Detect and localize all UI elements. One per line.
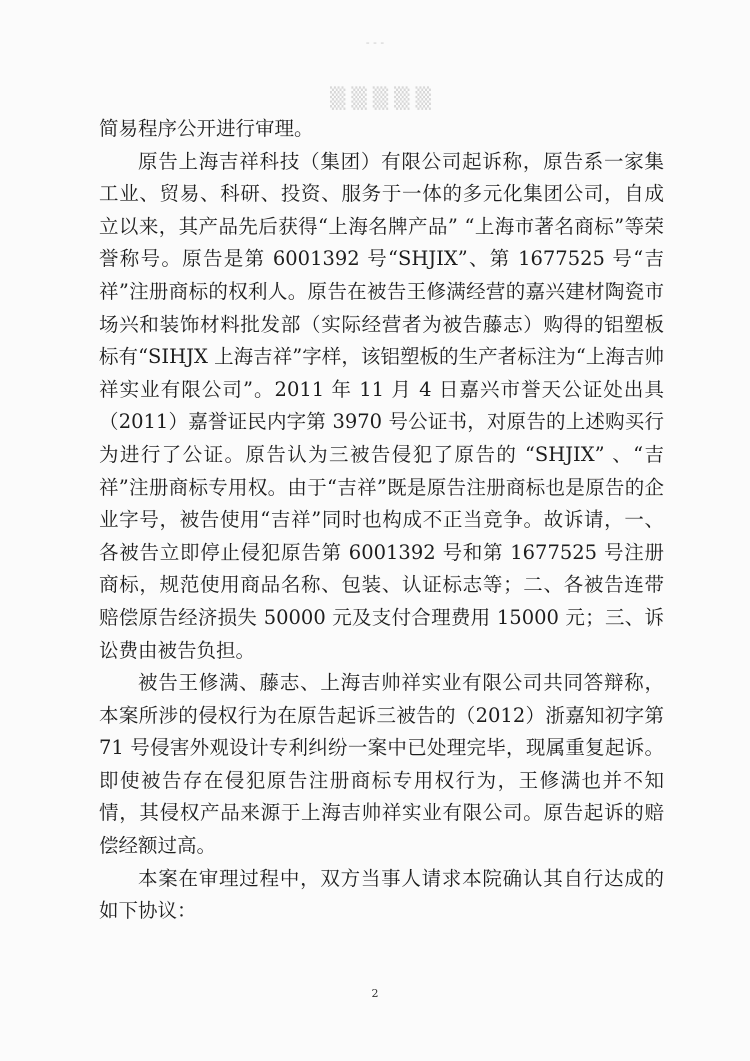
paragraph-plaintiff-claim: 原告上海吉祥科技（集团）有限公司起诉称，原告系一家集工业、贸易、科研、投资、服务于一体的多元化集团公司，自成立以来，其产品先后获得“上海名牌产品” “上海市著名商标”等荣誉称号。原告是第 6001392 号“SHJIX”、第 1677525 号“吉祥”注册商标的权利人。原告在被告王修满经营的嘉兴建材陶瓷市场兴和装饰材料批发部（实际经营者为被告藤志）购得的铝塑板标有“SIHJX 上海吉祥”字样，该铝塑板的生产者标注为“上海吉帅祥实业有限公司”。2011 年 11 月 4 日嘉兴市誉天公证处出具（2011）嘉誉证民内字第 3970 号公证书，对原告的上述购买行为进行了公证。原告认为三被告侵犯了原告的 “SHJIX” 、“吉祥”注册商标专用权。由于“吉祥”既是原告注册商标也是原告的企业字号，被告使用“吉祥”同时也构成不正当竞争。故诉请，一、各被告立即停止侵犯原告第 6001392 号和第 1677525 号注册商标，规范使用商品名称、包装、认证标志等；二、各被告连带赔偿原告经济损失 50000 元及支付合理费用 15000 元；三、诉讼费由被告负担。 xyxy=(99,149,664,662)
page-number: 2 xyxy=(371,987,379,1000)
bleed-through-mark: ▒▒▒▒▒ xyxy=(330,86,437,110)
document-body xyxy=(99,113,664,928)
paragraph-agreement-intro: 本案在审理过程中，双方当事人请求本院确认其自行达成的如下协议： xyxy=(99,866,664,923)
paragraph-continuation: 简易程序公开进行审理。 xyxy=(99,117,314,140)
top-mark: - - - xyxy=(365,36,385,49)
paragraph-defendant-reply: 被告王修满、藤志、上海吉帅祥实业有限公司共同答辩称，本案所涉的侵权行为在原告起诉三被告的（2012）浙嘉知初字第 71 号侵害外观设计专利纠纷一案中已处理完毕，现属重复起诉。即使被告存在侵犯原告注册商标专用权行为，王修满也并不知情，其侵权产品来源于上海吉帅祥实业有限公司。原告起诉的赔偿经额过高。 xyxy=(99,671,664,858)
